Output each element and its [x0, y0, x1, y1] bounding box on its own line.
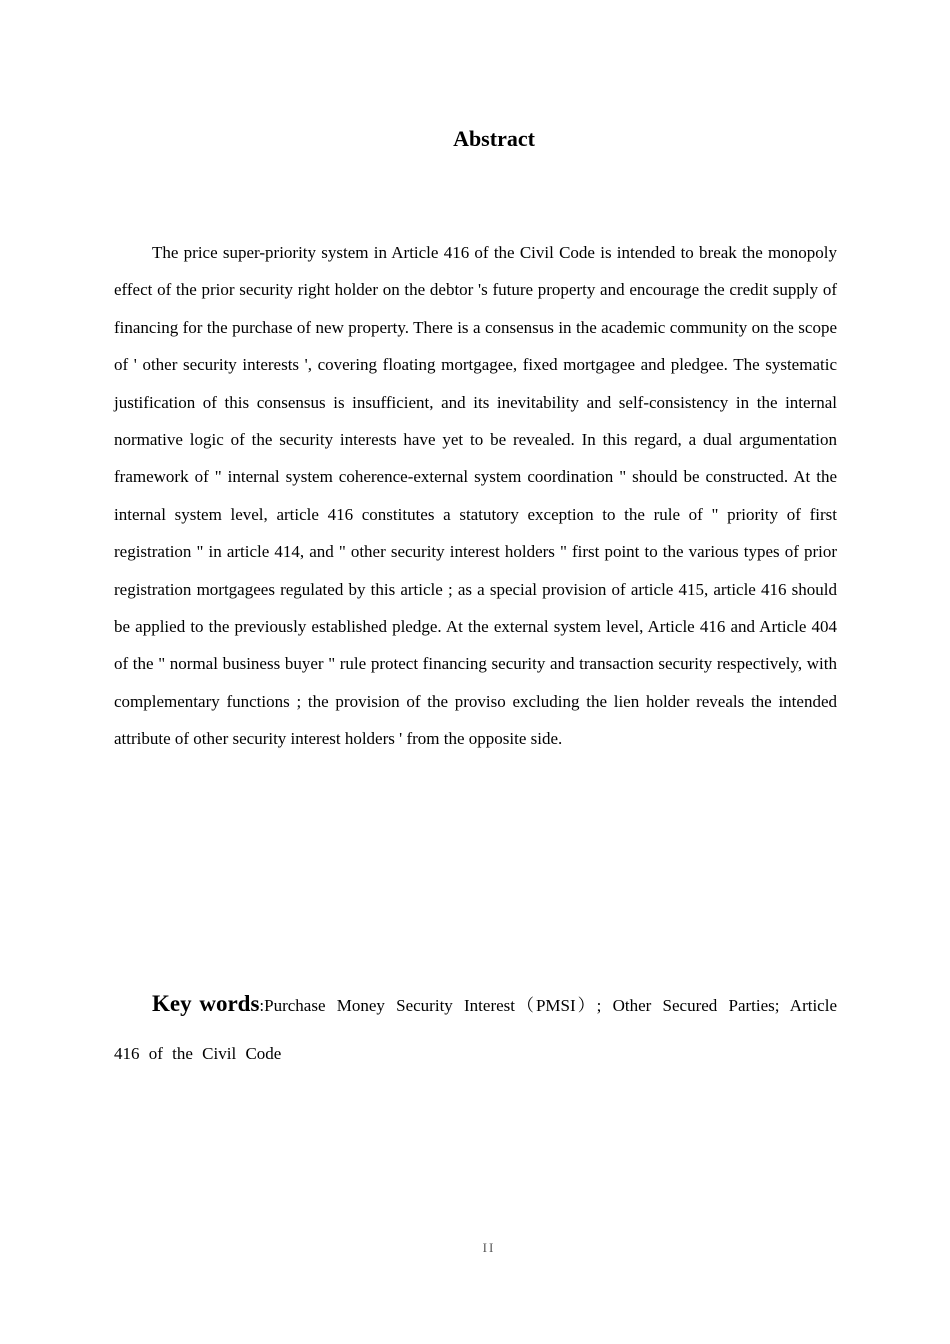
page-number: II	[482, 1240, 496, 1255]
keywords-label: Key words	[152, 991, 260, 1016]
keywords-line	[114, 980, 837, 1078]
abstract-title: Abstract	[453, 126, 535, 151]
keywords-text: Purchase Money Security Interest（PMSI）; Other Secured Parties; Article 416 of the Civil Code	[114, 996, 837, 1063]
keywords-separator: :	[259, 996, 265, 1015]
abstract-paragraph: The price super-priority system in Article 416 of the Civil Code is intended to break the monopoly effect of the prior security right holder on the debtor 's future property and encourage the credit supply of financing for the purchase of new property. There is a consensus in the academic community on the scope of ' other security interests ', covering floating mortgagee, fixed mortgagee and pledgee. The systematic justification of this consensus is insufficient, and its inevitability and self-consistency in the internal normative logic of the security interests have yet to be revealed. In this regard, a dual argumentation framework of " internal system coherence-external system coordination " should be constructed. At the internal system level, article 416 constitutes a statutory exception to the rule of " priority of first registration " in article 414, and " other security interest holders " first point to the various types of prior registration mortgagees regulated by this article ; as a special provision of article 415, article 416 should be applied to the previously established pledge. At the external system level, Article 416 and Article 404 of the " normal business buyer " rule protect financing security and transaction security respectively, with complementary functions ; the provision of the proviso excluding the lien holder reveals the intended attribute of other security interest holders ' from the opposite side.	[114, 243, 837, 749]
